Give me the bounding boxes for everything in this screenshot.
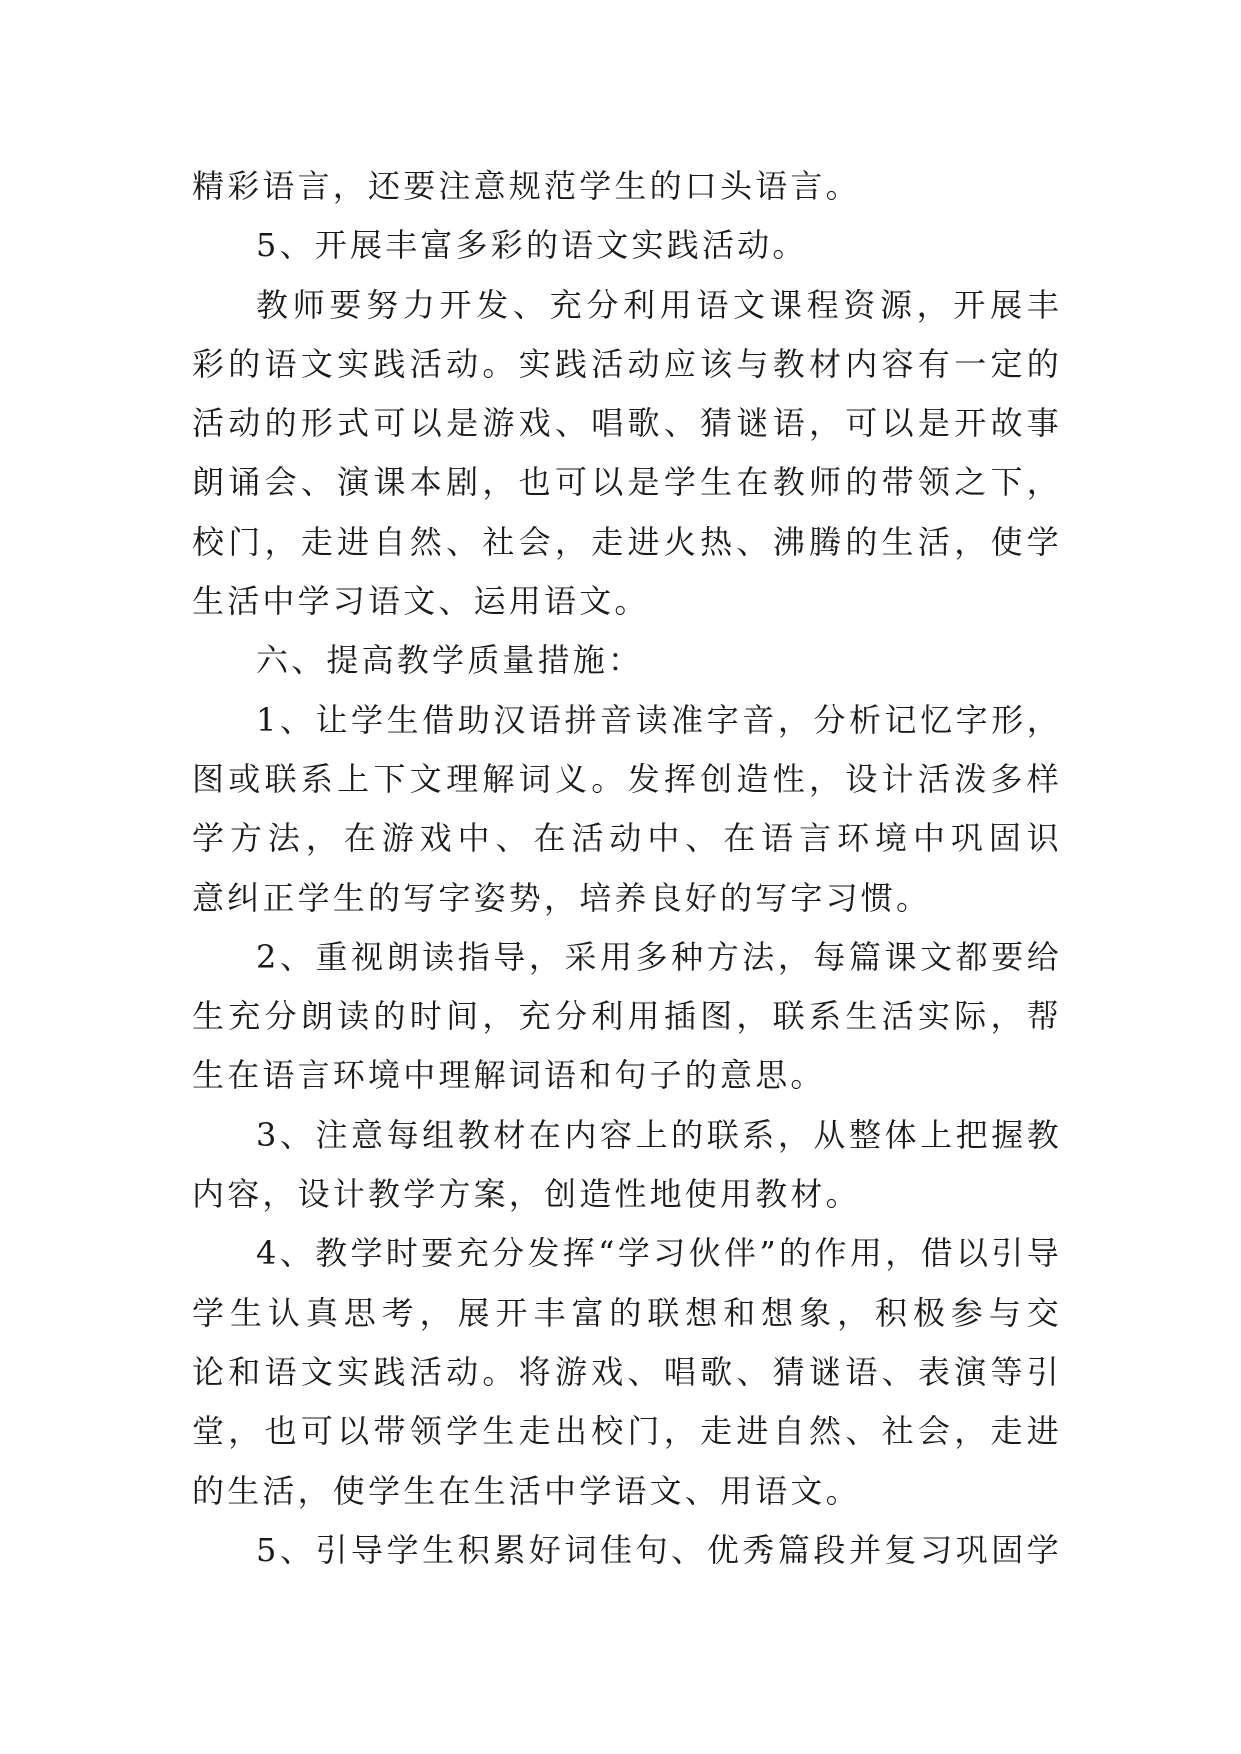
text-line: 1、让学生借助汉语拼音读准字音，分析记忆字形，: [256, 700, 1062, 739]
text-line: 彩的语文实践活动。实践活动应该与教材内容有一定的: [192, 344, 1062, 383]
text-line: 2、重视朗读指导，采用多种方法，每篇课文都要给: [256, 937, 1062, 976]
text-line: 学方法，在游戏中、在活动中、在语言环境中巩固识: [192, 819, 1062, 858]
text-line: 教师要努力开发、充分利用语文课程资源，开展丰: [256, 285, 1062, 324]
text-line: 堂，也可以带领学生走出校门，走进自然、社会，走进: [192, 1412, 1062, 1451]
text-line: 校门，走进自然、社会，走进火热、沸腾的生活，使学: [192, 522, 1062, 561]
text-line: 的生活，使学生在生活中学语文、用语文。: [192, 1471, 861, 1510]
text-line: 5、引导学生积累好词佳句、优秀篇段并复习巩固学: [256, 1530, 1062, 1569]
text-line: 生在语言环境中理解词语和句子的意思。: [192, 1056, 826, 1095]
text-line: 论和语文实践活动。将游戏、唱歌、猜谜语、表演等引: [192, 1352, 1062, 1391]
document-body: [192, 157, 1062, 1580]
text-line: 朗诵会、演课本剧，也可以是学生在教师的带领之下，: [192, 463, 1062, 502]
text-line: 活动的形式可以是游戏、唱歌、猜谜语，可以是开故事: [192, 404, 1062, 443]
text-line: 内容，设计教学方案，创造性地使用教材。: [192, 1175, 861, 1214]
text-line: 意纠正学生的写字姿势，培养良好的写字习惯。: [192, 878, 932, 917]
text-line: 生充分朗读的时间，充分利用插图，联系生活实际，帮: [192, 997, 1062, 1036]
text-line: 学生认真思考，展开丰富的联想和想象，积极参与交: [192, 1293, 1062, 1332]
section-heading: 六、提高教学质量措施：: [256, 641, 644, 680]
text-line: 5、开展丰富多彩的语文实践活动。: [256, 226, 808, 265]
text-line: 精彩语言，还要注意规范学生的口头语言。: [192, 167, 861, 205]
text-line: 3、注意每组教材在内容上的联系，从整体上把握教: [256, 1115, 1062, 1154]
text-line: 生活中学习语文、运用语文。: [192, 582, 650, 621]
text-line: 图或联系上下文理解词义。发挥创造性，设计活泼多样: [192, 759, 1062, 798]
text-line: 4、教学时要充分发挥“学习伙伴”的作用，借以引导: [256, 1234, 1062, 1273]
